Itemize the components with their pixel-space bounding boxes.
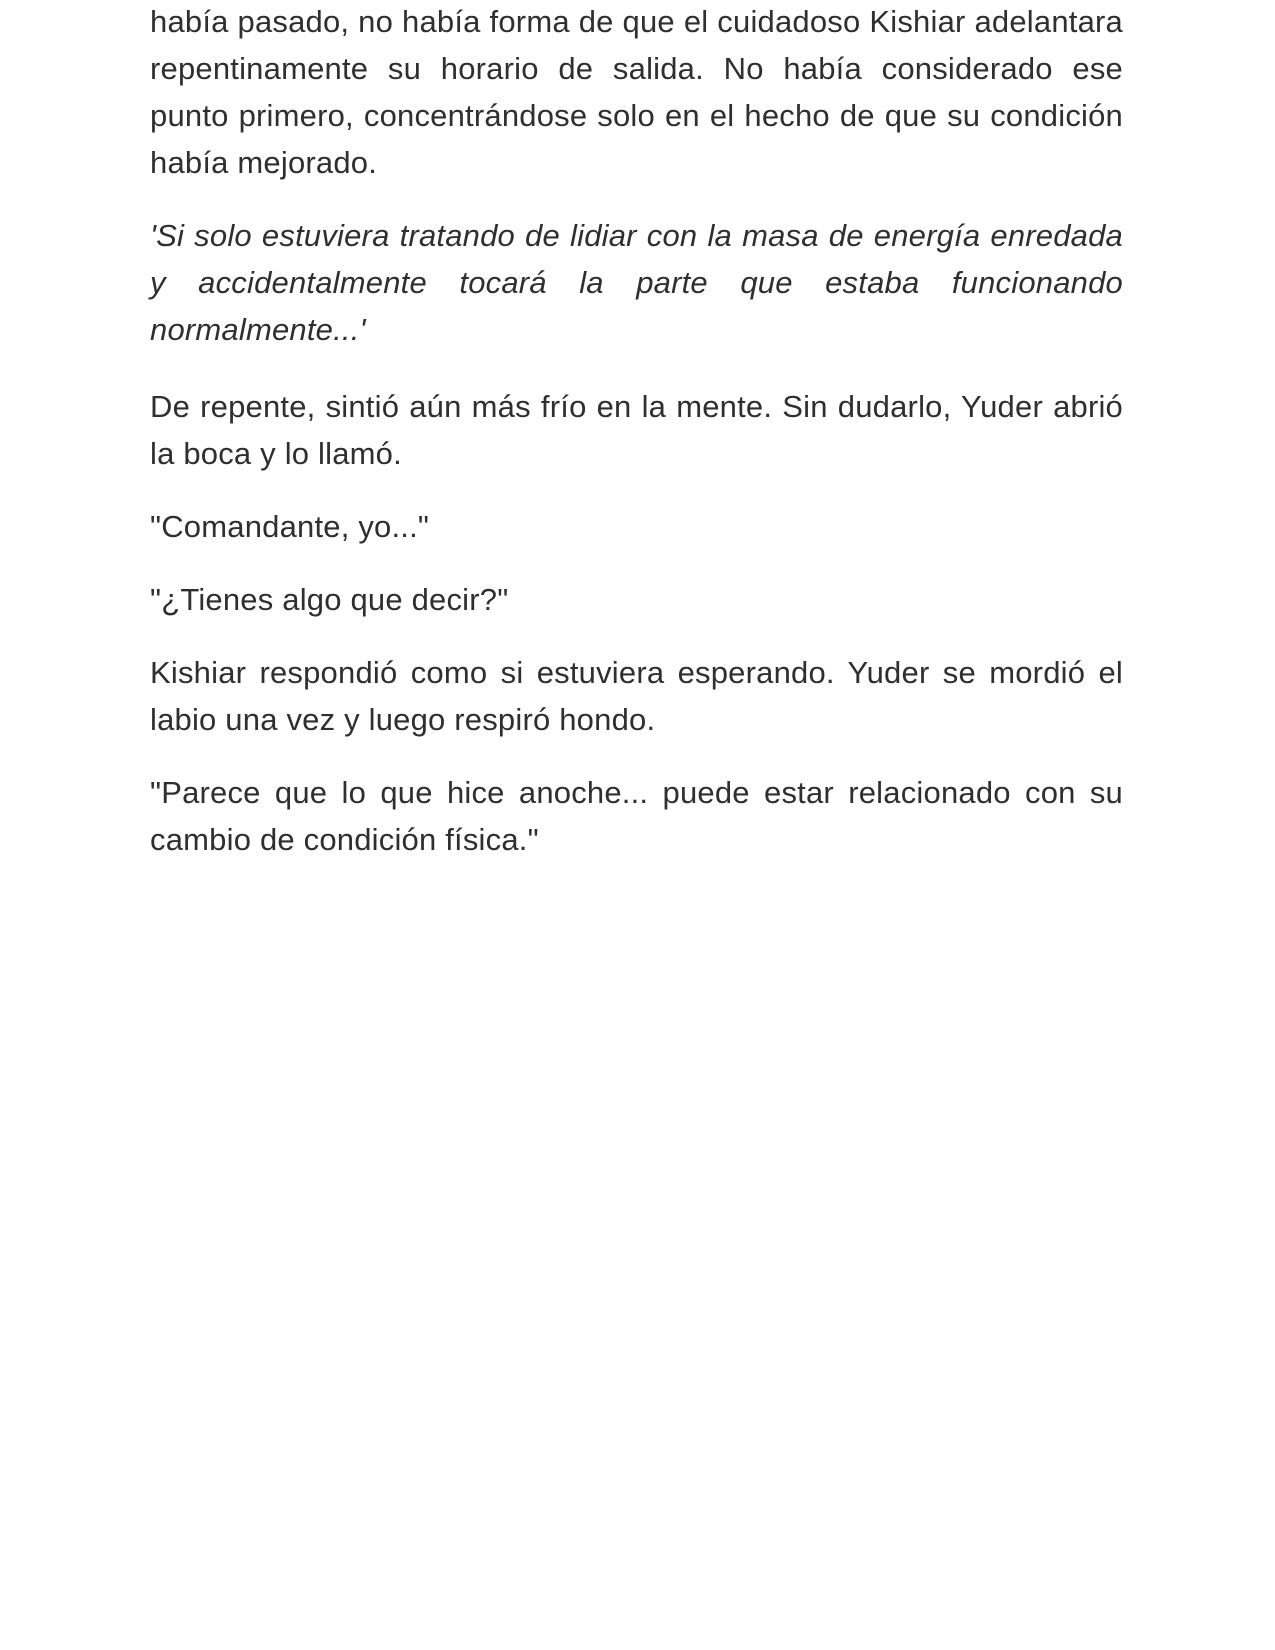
paragraph-dialogue-2: "¿Tienes algo que decir?" <box>150 582 509 617</box>
paragraph-dialogue-3: "Parece que lo que hice anoche... puede estar relacionado con su cambio de condición física." <box>150 775 1123 857</box>
paragraph-narration-3: Kishiar respondió como si estuviera esperando. Yuder se mordió el labio una vez y luego respiró hondo. <box>150 655 1123 737</box>
document-page <box>150 0 1123 889</box>
paragraph-narration-1: había pasado, no había forma de que el cuidadoso Kishiar adelantara repentinamente su horario de salida. No había considerado ese punto primero, concentrándose solo en el hecho de que su condición había mejorado. <box>150 4 1123 180</box>
paragraph-dialogue-1: "Comandante, yo..." <box>150 509 430 544</box>
paragraph-narration-2: De repente, sintió aún más frío en la mente. Sin dudarlo, Yuder abrió la boca y lo llamó. <box>150 389 1123 471</box>
paragraph-inner-thought: 'Si solo estuviera tratando de lidiar con la masa de energía enredada y accidentalmente tocará la parte que estaba funcionando normalmente...' <box>150 218 1123 347</box>
